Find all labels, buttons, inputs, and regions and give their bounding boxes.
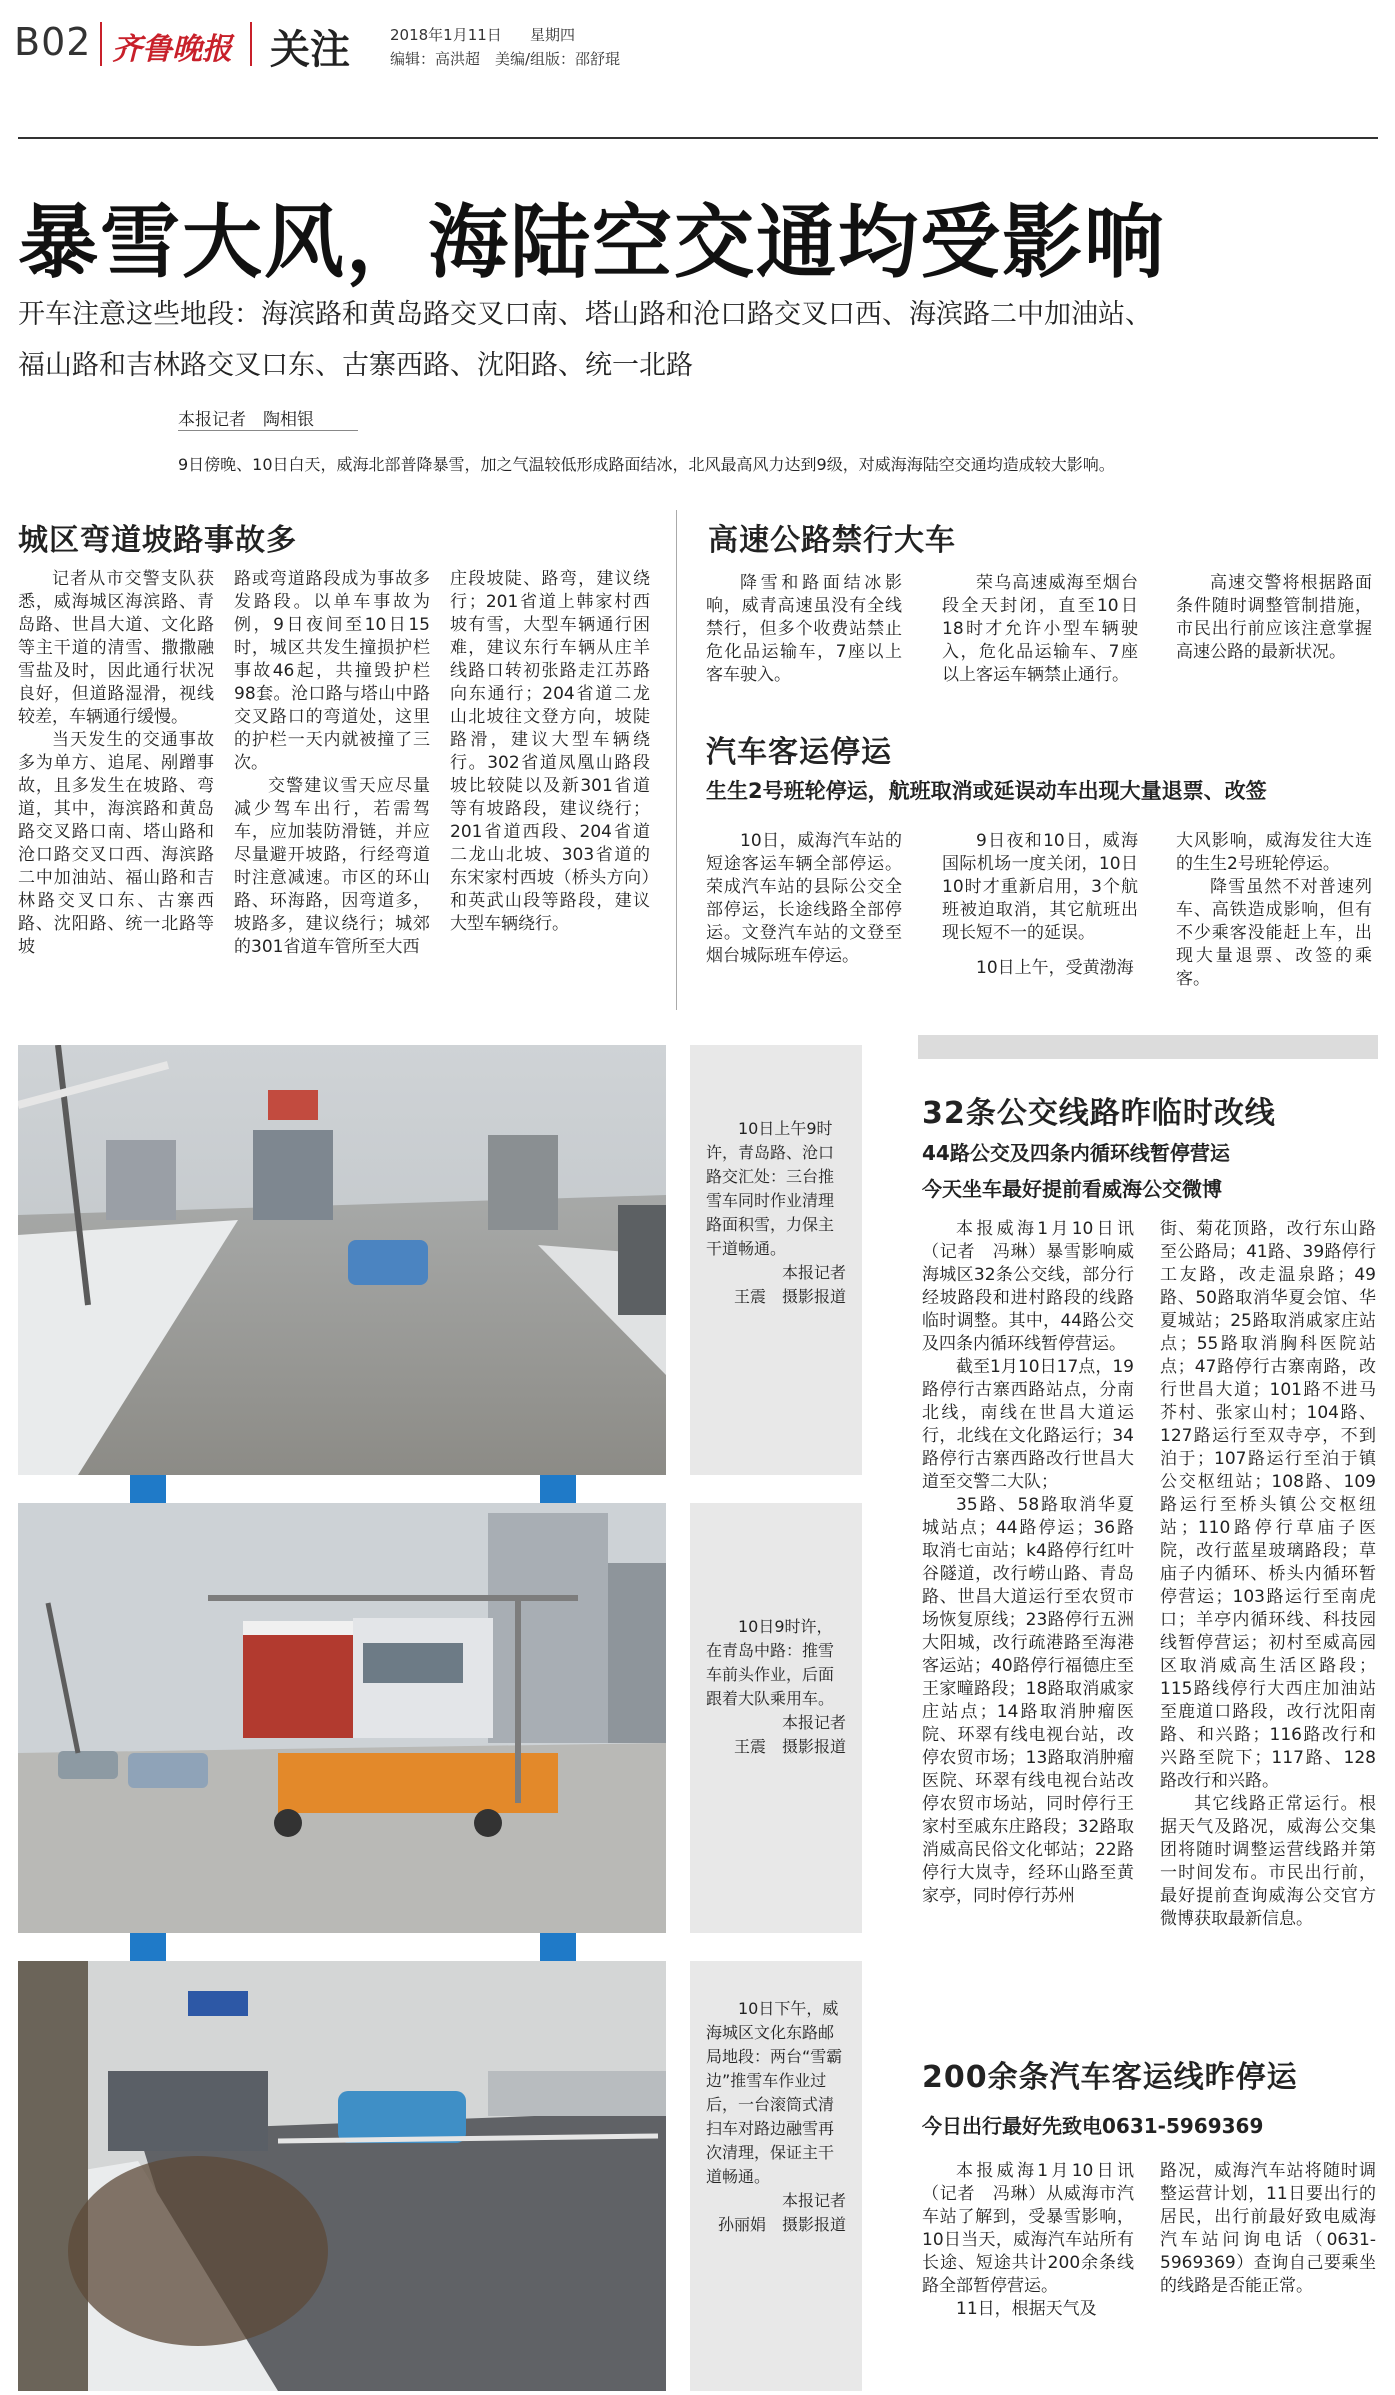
photo-caption xyxy=(690,1045,862,1475)
paragraph: 路或弯道路段成为事故多发路段。以单车事故为例，9日夜间至10日15时，城区共发生撞损护栏事故46起，共撞毁护栏98套。沧口路与塔山中路交叉路口的弯道处，这里的护栏一天内就被撞了三次。 xyxy=(234,569,430,773)
paragraph: 大风影响，威海发往大连的生生2号班轮停运。 xyxy=(1176,831,1372,874)
photo-credit: 本报记者 xyxy=(781,2191,846,2210)
story-column xyxy=(1160,2160,1376,2298)
photo-credit: 本报记者 xyxy=(781,1713,846,1732)
masthead-divider xyxy=(100,22,102,66)
photo-connector xyxy=(130,1475,166,1503)
paragraph: 11日，根据天气及 xyxy=(956,2299,1097,2319)
paragraph: 记者从市交警支队获悉，威海城区海滨路、青岛路、世昌大道、文化路等主干道的清雪、撒撒融雪盐及时，因此通行状况良好，但道路湿滑，视线较差，车辆通行缓慢。 xyxy=(18,569,214,727)
headline-subtitle: 开车注意这些地段：海滨路和黄岛路交叉口南、塔山路和沧口路交叉口西、海滨路二中加油站、 xyxy=(18,299,1152,330)
sweeper-image xyxy=(18,1961,666,2391)
photo-credit: 王震 摄影报道 xyxy=(733,1737,846,1756)
photo-connector xyxy=(540,1475,576,1503)
paper-logo: 齐鲁晚报 xyxy=(112,32,232,67)
photo-credit: 本报记者 xyxy=(781,1263,846,1282)
section-top-bar xyxy=(918,1035,1378,1059)
paragraph: 庄段坡陡、路弯，建议绕行；201省道上韩家村西坡有雪，大型车辆通行困难，建议东行车辆从庄羊线路口转初张路走江苏路向东通行；204省道二龙山北坡往文登方向，坡陡路滑，建议大型车辆绕行。302省道凤凰山路段坡比较陡以及新301省道等有坡路段，建议绕行；201省道西段、204省道二龙山北坡、303省道的东宋家村西坡（桥头方向）和英武山段等路段，建议大型车辆绕行。 xyxy=(450,569,650,934)
section-label: 关注 xyxy=(270,27,350,73)
photo-sweeper xyxy=(18,1961,666,2391)
caption-text: 10日上午9时许，青岛路、沧口路交汇处：三台推雪车同时作业清理路面积雪，力保主干道畅通。 xyxy=(706,1119,835,1258)
editor-credits: 编辑：高洪超 美编/组版：邵舒琨 xyxy=(390,50,621,68)
photo-credit: 孙丽娟 摄影报道 xyxy=(717,2215,846,2234)
photo-credit: 王震 摄影报道 xyxy=(733,1287,846,1306)
snow-road-image xyxy=(18,1045,666,1475)
story-column xyxy=(706,572,902,687)
section-subtitle: 今日出行最好先致电0631-5969369 xyxy=(922,2114,1264,2138)
paragraph: 35路、58路取消华夏城站点；44路停运；36路取消七亩站；k4路停行红叶谷隧道，改行崂山路、青岛路、世昌大道运行至农贸市场恢复原线；23路停行五洲大阳城，改行疏港路至海港客运站；40路停行福德庄至王家疃路段；18路取消戚家庄站点；14路取消肿瘤医院、环翠有线电视台站，改停农贸市场；13路取消肿瘤医院、环翠有线电视台站改停农贸市场站，同时停行王家村至戚东庄路段；32路取消威高民俗文化邨站；22路停行大岚寺，经环山路至黄家亭，同时停行苏州 xyxy=(922,1495,1134,1906)
paragraph: 街、菊花顶路，改行东山路至公路局；41路、39路停行工友路，改走温泉路；49路、50路取消华夏会馆、华夏城站；25路取消戚家庄站点；55路取消胸科医院站点；47路停行古寨南路，改行世昌大道；101路不进马芥村、张家山村；104路、127路运行至双寺亭，不到泊于；107路运行至泊于镇公交枢纽站；108路、109路运行至桥头镇公交枢纽站；110路停行草庙子医院，改行蓝星玻璃路段；草庙子内循环、桥头内循环暂停营运；103路运行至南虎口；羊亭内循环线、科技园线暂停营运；初村至威高园区取消威高生活区路段；115路线停行大西庄加油站至鹿道口路段，改行沈阳南路、和兴路；116路改行和兴路至院下；117路、128路改行和兴路。 xyxy=(1160,1219,1376,1791)
paragraph: 高速交警将根据路面条件随时调整管制措施，市民出行前应该注意掌握高速公路的最新状况。 xyxy=(1176,573,1372,662)
photo-connector xyxy=(130,1933,166,1961)
story-column xyxy=(922,1218,1134,1908)
photo-connector xyxy=(540,1933,576,1961)
paragraph: 本报威海1月10日讯（记者 冯琳）从威海市汽车站了解到，受暴雪影响，10日当天，威海汽车站所有长途、短途共计200余条线路全部暂停营运。 xyxy=(922,2161,1134,2296)
paragraph: 降雪和路面结冰影响，威青高速虽没有全线禁行，但多个收费站禁止危化品运输车，7座以上客车驶入。 xyxy=(706,573,902,685)
paragraph: 荣乌高速威海至烟台段全天封闭，直至10日18时才允许小型车辆驶入，危化品运输车、7座以上客运车辆禁止通行。 xyxy=(942,573,1138,685)
caption-text: 10日下午，威海城区文化东路邮局地段：两台“雪霸边”推雪车作业过后，一台滚筒式清扫车对路边融雪再次清理，保证主干道畅通。 xyxy=(706,1999,843,2186)
issue-weekday: 星期四 xyxy=(530,26,576,44)
paragraph: 10日，威海汽车站的短途客运车辆全部停运。荣成汽车站的县际公交全部停运，长途线路全部停运。文登汽车站的文登至烟台城际班车停运。 xyxy=(706,831,902,966)
masthead-divider xyxy=(250,22,252,66)
byline-underline xyxy=(178,430,358,431)
paragraph: 其它线路正常运行。根据天气及路况，威海公交集团将随时调整运营线路并第一时间发布。市民出行前，最好提前查询威海公交官方微博获取最新信息。 xyxy=(1160,1794,1376,1929)
story-column xyxy=(942,830,1138,980)
photo-caption xyxy=(690,1961,862,2391)
byline: 本报记者 陶相银 xyxy=(178,410,314,430)
paragraph: 本报威海1月10日讯（记者 冯琳）暴雪影响威海城区32条公交线，部分行经坡路段和进村路段的线路临时调整。其中，44路公交及四条内循环线暂停营运。 xyxy=(922,1219,1134,1354)
issue-date: 2018年1月11日 xyxy=(390,26,502,44)
caption-text: 10日9时许，在青岛中路：推雪车前头作业，后面跟着大队乘用车。 xyxy=(706,1617,835,1708)
paragraph: 9日夜和10日，威海国际机场一度关闭，10日10时才重新启用，3个航班被迫取消，其它航班出现长短不一的延误。 xyxy=(942,831,1138,943)
story-column xyxy=(1160,1218,1376,1931)
column-divider xyxy=(676,510,677,1010)
lead-paragraph: 9日傍晚、10日白天，威海北部普降暴雪，加之气温较低形成路面结冰，北风最高风力达到9级，对威海海陆空交通均造成较大影响。 xyxy=(178,455,1115,474)
story-column xyxy=(234,568,430,959)
masthead xyxy=(0,0,1395,80)
story-column xyxy=(18,568,214,959)
photo-snowplows xyxy=(18,1045,666,1475)
section-subtitle: 生生2号班轮停运，航班取消或延误动车出现大量退票、改签 xyxy=(706,779,1267,803)
masthead-rule xyxy=(18,137,1378,139)
story-column xyxy=(942,572,1138,687)
section-title-urban: 城区弯道坡路事故多 xyxy=(18,523,297,558)
paragraph: 降雪虽然不对普速列车、高铁造成影响，但有不少乘客没能赶上车，出现大量退票、改签的乘客。 xyxy=(1176,877,1372,989)
main-headline: 暴雪大风，海陆空交通均受影响 xyxy=(18,196,1166,289)
section-title-highway: 高速公路禁行大车 xyxy=(708,523,956,558)
story-column xyxy=(922,2160,1134,2321)
paragraph: 交警建议雪天应尽量减少驾车出行，若需驾车，应加装防滑链，并应尽量避开坡路，行经弯道时注意减速。市区的环山路、环海路，因弯道多，坡路多，建议绕行；城郊的301省道车管所至大西 xyxy=(234,776,430,957)
paragraph: 当天发生的交通事故多为单方、追尾、剐蹭事故，且多发生在坡路、弯道，其中，海滨路和黄岛路交叉路口南、塔山路和沧口路交叉口西、海滨路二中加油站、福山路和吉林路交叉口东、古寨西路、沈阳路、统一北路等坡 xyxy=(18,730,214,957)
photo-caption xyxy=(690,1503,862,1933)
section-title-bus: 32条公交线路昨临时改线 xyxy=(922,1096,1276,1131)
snow-truck-image xyxy=(18,1503,666,1933)
section-subtitle: 44路公交及四条内循环线暂停营运 xyxy=(922,1141,1230,1165)
paragraph: 截至1月10日17点，19路停行古寨西路站点，分南北线，南线在世昌大道运行，北线在文化路运行；34路停行古寨西路改行世昌大道至交警二大队； xyxy=(922,1357,1134,1492)
section-subtitle: 今天坐车最好提前看威海公交微博 xyxy=(922,1177,1222,1201)
section-title-coach: 汽车客运停运 xyxy=(706,735,892,770)
section-title-coach2: 200余条汽车客运线昨停运 xyxy=(922,2060,1298,2095)
story-column xyxy=(450,568,650,936)
photo-snowplow-truck xyxy=(18,1503,666,1933)
page-number: B02 xyxy=(14,20,92,64)
story-column xyxy=(1176,830,1372,991)
story-column xyxy=(1176,572,1372,664)
paragraph: 路况，威海汽车站将随时调整运营计划，11日要出行的居民，出行前最好致电威海汽车站问询电话（0631-5969369）查询自己要乘坐的线路是否能正常。 xyxy=(1160,2161,1376,2296)
story-column xyxy=(706,830,902,968)
headline-subtitle: 福山路和吉林路交叉口东、古寨西路、沈阳路、统一北路 xyxy=(18,350,693,381)
paragraph: 10日上午，受黄渤海 xyxy=(976,958,1134,978)
